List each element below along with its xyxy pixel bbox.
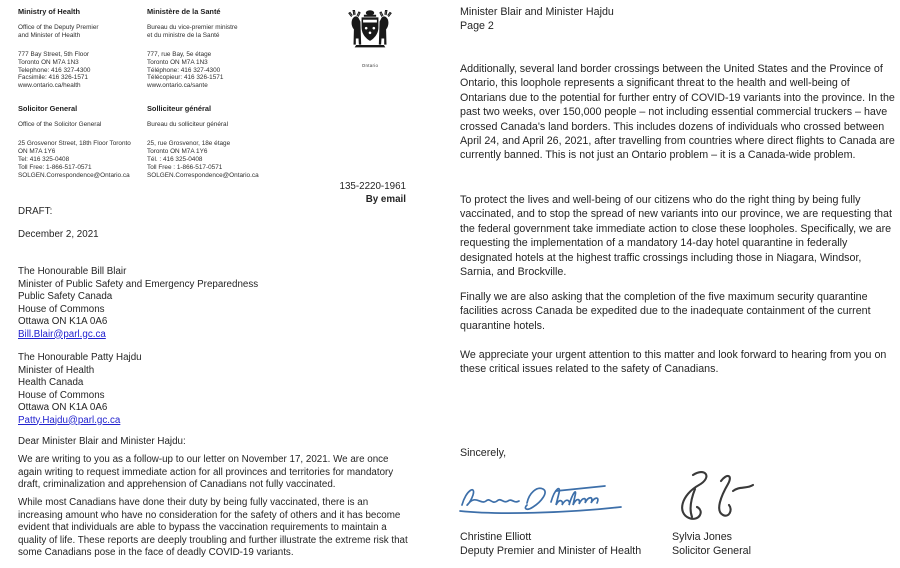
recipient-address-lines: The Honourable Bill Blair Minister of Public Safety and Emergency Preparedness Public Safety Canada House of Commons Ottawa ON K1A 0A6 bbox=[18, 266, 259, 327]
reference-block bbox=[270, 181, 406, 206]
page2-paragraph-3: Finally we are also asking that the completion of the five maximum security quarantine facilities across Canada be expedited due to the inadequate containment of the current quarantine hotels. bbox=[460, 291, 871, 332]
ministry-of-health-title: Ministry of Health bbox=[18, 7, 81, 16]
letterhead-column-french bbox=[147, 8, 289, 195]
solliciteur-general-title: Solliciteur général bbox=[147, 104, 212, 114]
ontario-crest-icon bbox=[347, 7, 393, 57]
page2-paragraph-4: We appreciate your urgent attention to this matter and look forward to hearing from you on these critical issues related to the safety of Canadians. bbox=[460, 349, 887, 376]
recipient-patty-hajdu bbox=[18, 352, 418, 427]
signatory-title: Solicitor General bbox=[672, 545, 752, 557]
solgen-office-lines: Office of the Solicitor General bbox=[18, 121, 102, 129]
salutation: Dear Minister Blair and Minister Hajdu: bbox=[18, 436, 186, 447]
solicitor-general-title: Solicitor General bbox=[18, 104, 78, 114]
page1-paragraph-1: We are writing to you as a follow-up to our letter on November 17, 2021. We are once again writing to request immediate action for all provinces and territories for mandatory draft, criminalization and apprehension of Canadians not fully vaccinated. bbox=[18, 454, 394, 490]
patty-hajdu-email-link[interactable]: Patty.Hajdu@parl.gc.ca bbox=[18, 414, 121, 426]
solliciteur-office-lines: Bureau du solliciteur général bbox=[147, 121, 228, 129]
closing-sincerely: Sincerely, bbox=[460, 447, 507, 459]
signatory-title: Deputy Premier and Minister of Health bbox=[460, 545, 642, 557]
page2-header-recipients: Minister Blair and Minister Hajdu bbox=[460, 6, 614, 18]
letterhead-column-english bbox=[18, 8, 146, 195]
ontario-wordmark: Ontario bbox=[361, 63, 379, 68]
ontario-coat-of-arms-logo bbox=[347, 7, 393, 68]
page2-header bbox=[460, 5, 896, 34]
sante-address: 777, rue Bay, 5e étage Toronto ON M7A 1N3 Téléphone: 416 327-4300 Télécopieur: 416 326-1571 www.ontario.ca/sante bbox=[147, 50, 224, 90]
sylvia-jones-signature bbox=[664, 468, 760, 528]
signatory-sylvia-jones bbox=[672, 530, 852, 558]
page2-paragraph-1: Additionally, several land border crossings between the United States and the Province of Ontario, this loophole represents a significant threat to the health and well-being of Ontarians due to the potential for further entry of COVID-19 variants into the province. In the past two weeks, over 150,000 people – not including essential commercial truckers – have crossed Canada's land borders. This includes dozens of individuals who crossed between April 24, and April 26, 2021, after travelling from countries where direct flights to Canada are currently banned. This is not just an Ontario problem – it is a Canada-wide problem. bbox=[460, 63, 895, 162]
solliciteur-address: 25, rue Grosvenor, 18e étage Toronto ON M7A 1Y6 Tél. : 416 325-0408 Toll Free : 1-866-517-0571 SOLGEN.Correspondence@Ontario.ca bbox=[147, 140, 259, 179]
sante-office-lines: Bureau du vice-premier ministre et du ministre de la Santé bbox=[147, 23, 238, 39]
solgen-address: 25 Grosvenor Street, 18th Floor Toronto ON M7A 1Y6 Tel: 416 325-0408 Toll Free: 1-866-517-0571 SOLGEN.Correspondence@Ontario.ca bbox=[18, 140, 131, 179]
signatory-name: Sylvia Jones bbox=[672, 531, 732, 543]
recipient-bill-blair bbox=[18, 266, 418, 341]
letter-date: December 2, 2021 bbox=[18, 229, 99, 240]
christine-elliott-signature bbox=[455, 477, 627, 519]
page2-paragraph-2: To protect the lives and well-being of our citizens who do the right thing by being fully vaccinated, and to stop the spread of new variants into our province, we are requesting that the federal government take immediate action to close these loopholes. Specifically, we are requesting the implementation of a mandatory 14-day hotel quarantine in federally designated hotels at the highest traffic crossings including those in Niagara, Windsor, Sarnia, and Brockville. bbox=[460, 194, 892, 279]
health-office-lines: Office of the Deputy Premier and Minister of Health bbox=[18, 23, 99, 39]
draft-label: DRAFT: bbox=[18, 206, 53, 217]
health-address: 777 Bay Street, 5th Floor Toronto ON M7A 1N3 Telephone: 416 327-4300 Facsimile: 416 326-1571 www.ontario.ca/health bbox=[18, 50, 91, 90]
reference-number: 135-2220-1961 bbox=[339, 181, 406, 192]
bill-blair-email-link[interactable]: Bill.Blair@parl.gc.ca bbox=[18, 328, 106, 340]
recipient-address-lines: The Honourable Patty Hajdu Minister of Health Health Canada House of Commons Ottawa ON K1A 0A6 bbox=[18, 352, 142, 413]
signatory-name: Christine Elliott bbox=[460, 531, 532, 543]
ministere-sante-title: Ministère de la Santé bbox=[147, 7, 221, 16]
signatory-christine-elliott bbox=[460, 530, 670, 558]
page2-page-number: Page 2 bbox=[460, 20, 494, 33]
page1-paragraph-2: While most Canadians have done their duty by being fully vaccinated, there is an increasing amount who have no consideration for the safety of others and it has become evident that individuals are able to bypass the vaccination requirements to maintain a quality of life. These reports are deeply troubling and further illustrate the extreme risk that some Canadians pose in the face of deadly COVID-19 variants. bbox=[18, 497, 408, 558]
delivery-method: By email bbox=[365, 193, 406, 205]
